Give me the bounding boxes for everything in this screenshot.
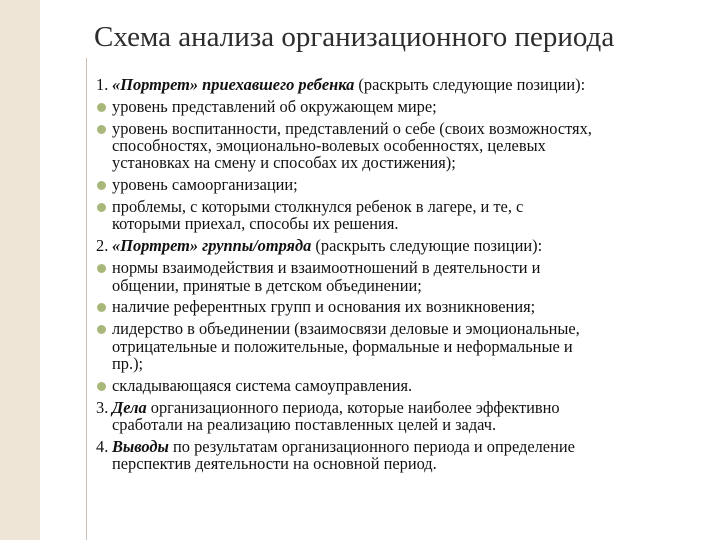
decorative-side-band: [0, 0, 40, 540]
bullet-item: [96, 176, 708, 193]
decorative-vertical-rule: [86, 58, 87, 540]
bullet-text-line: складывающаяся система самоуправления.: [112, 375, 413, 395]
bullet-text-line: уровень воспитанности, представлений о себе (своих возможностях,: [112, 118, 592, 138]
bullet-dot-icon: [97, 181, 106, 190]
bullet-item: [96, 298, 708, 315]
numbered-item-4: [96, 438, 708, 473]
bullet-dot-icon: [97, 103, 106, 112]
slide-title: Схема анализа организационного периода: [94, 21, 615, 53]
bullet-text-line: проблемы, с которыми столкнулся ребенок в лагере, и те, с: [112, 197, 524, 217]
bullet-dot-icon: [97, 382, 106, 391]
bullet-text-line: пр.);: [112, 353, 144, 373]
item-heading: Дела: [112, 397, 147, 417]
item-text: организационного периода, которые наиболее эффективно: [146, 397, 560, 417]
item-text: (раскрыть следующие позиции):: [354, 75, 586, 94]
bullet-item: [96, 259, 708, 294]
bullet-item: [96, 120, 708, 172]
item-number: 4.: [96, 436, 109, 456]
bullet-text-line: отрицательные и положительные, формальные и неформальные и: [112, 336, 573, 356]
numbered-item-3: [96, 399, 708, 434]
bullet-dot-icon: [97, 203, 106, 212]
item-number: 1.: [96, 75, 109, 94]
bullet-text-line: лидерство в объединении (взаимосвязи деловые и эмоциональные,: [112, 319, 580, 339]
bullet-text-line: которыми приехал, способы их решения.: [112, 214, 399, 234]
bullet-dot-icon: [97, 125, 106, 134]
item-text-continuation: сработали на реализацию поставленных целей и задач.: [112, 414, 497, 434]
content-list: [96, 76, 708, 477]
bullet-text-line: нормы взаимодействия и взаимоотношений в деятельности и: [112, 258, 541, 278]
bullet-text-line: установках на смену и способах их достижения);: [112, 153, 456, 173]
bullet-dot-icon: [97, 325, 106, 334]
item-number: 3.: [96, 397, 109, 417]
bullet-item: [96, 320, 708, 372]
bullet-text-line: общении, принятые в детском объединении;: [112, 275, 422, 295]
bullet-text-line: уровень самоорганизации;: [112, 175, 298, 195]
item-text: по результатам организационного периода и определение: [168, 436, 575, 456]
item-text-continuation: перспектив деятельности на основной период.: [112, 454, 437, 474]
item-text: (раскрыть следующие позиции):: [311, 236, 543, 256]
bullet-dot-icon: [97, 264, 106, 273]
numbered-item-1: [96, 76, 708, 93]
item-heading: «Портрет» приехавшего ребенка: [112, 75, 355, 94]
bullet-dot-icon: [97, 303, 106, 312]
numbered-item-2: [96, 237, 708, 254]
bullet-text-line: уровень представлений об окружающем мире;: [112, 96, 437, 116]
bullet-text-line: наличие референтных групп и основания их возникновения;: [112, 297, 536, 317]
item-heading: «Портрет» группы/отряда: [112, 236, 312, 256]
bullet-item: [96, 98, 708, 115]
item-heading: Выводы: [112, 436, 169, 456]
bullet-item: [96, 377, 708, 394]
item-number: 2.: [96, 236, 109, 256]
bullet-item: [96, 198, 708, 233]
bullet-text-line: способностях, эмоционально-волевых особенностях, целевых: [112, 136, 546, 156]
